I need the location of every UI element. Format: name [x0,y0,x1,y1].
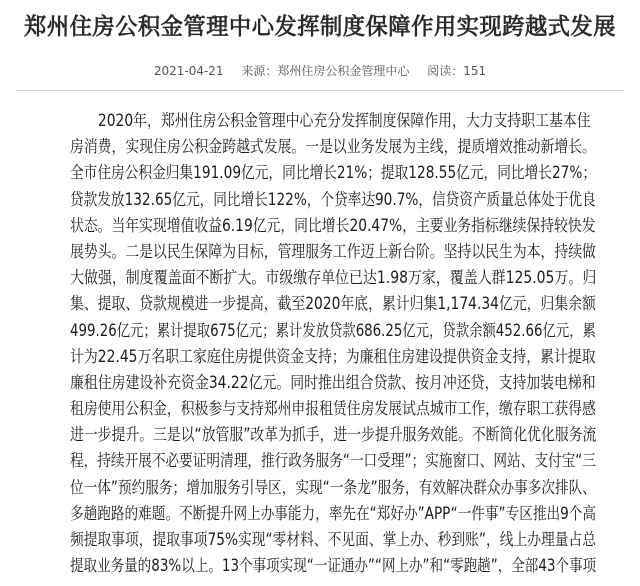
body-line: 集、提取、贷款规模进一步提高，截至2020年底，累计归集1,174.34亿元，归集余额 [70,294,596,314]
article-body [70,108,596,579]
body-line: 多趟跑路的难题。不断提升网上办事能力，率先在“郑好办”APP“一件事”专区推出9个高 [70,503,596,523]
article-source: 来源：郑州住房公积金管理中心 [241,64,410,78]
body-line: 状态。当年实现增值收益6.19亿元，同比增长20.47%，主要业务指标继续保持较快发 [70,215,596,235]
body-line: 廉租住房建设补充资金34.22亿元。同时推出组合贷款、按月冲还贷，支持加装电梯和 [70,372,596,392]
body-line: 499.26亿元；累计提取675亿元；累计发放贷款686.25亿元，贷款余额452.66亿元，累 [70,320,596,340]
view-count: 阅读：151 [427,64,487,78]
publish-date: 2021-04-21 [153,64,224,78]
article-title: 郑州住房公积金管理中心发挥制度保障作用实现跨越式发展 [24,14,616,40]
body-line: 程，持续开展不必要证明清理，推行政务服务“一口受理”；实施窗口、网站、支付宝“三 [70,451,596,471]
header-divider [16,90,624,91]
body-line: 贷款发放132.65亿元，同比增长122%，个贷率达90.7%，信贷资产质量总体处于优良 [70,189,596,209]
body-line: 展势头。二是以民生保障为目标，管理服务工作迈上新台阶。坚持以民生为本，持续做 [70,241,596,261]
body-line: 2020年，郑州住房公积金管理中心充分发挥制度保障作用，大力支持职工基本住 [97,111,591,130]
body-line: 频提取事项，提取事项75%实现“零材料、不见面、掌上办、秒到账”，线上办理量占总 [70,530,597,549]
body-line: 房消费，实现住房公积金跨越式发展。一是以业务发展为主线，提质增效推动新增长。 [70,137,596,157]
body-line: 全市住房公积金归集191.09亿元，同比增长21%；提取128.55亿元，同比增长27%； [70,163,597,183]
body-line: 租房使用公积金，积极参与支持郑州申报租赁住房发展试点城市工作，缴存职工获得感 [70,399,596,419]
body-line: 提取业务量的83%以上。13个事项实现“一证通办”“网上办”和“零跑趟”，全部43个事项 [70,556,597,576]
body-line: 大做强，制度覆盖面不断扩大。市级缴存单位已达1.98万家，覆盖人群125.05万。归 [70,268,597,288]
body-line: 位一体”预约服务；增加服务引导区，实现“一条龙”服务，有效解决群众办事多次排队、 [70,477,596,497]
body-line: 计为22.45万名职工家庭住房提供资金支持；为廉租住房建设提供资金支持，累计提取 [70,346,596,366]
article-meta [0,62,640,79]
body-line: 进一步提升。三是以“放管服”改革为抓手，进一步提升服务效能。不断简化优化服务流 [70,425,597,445]
